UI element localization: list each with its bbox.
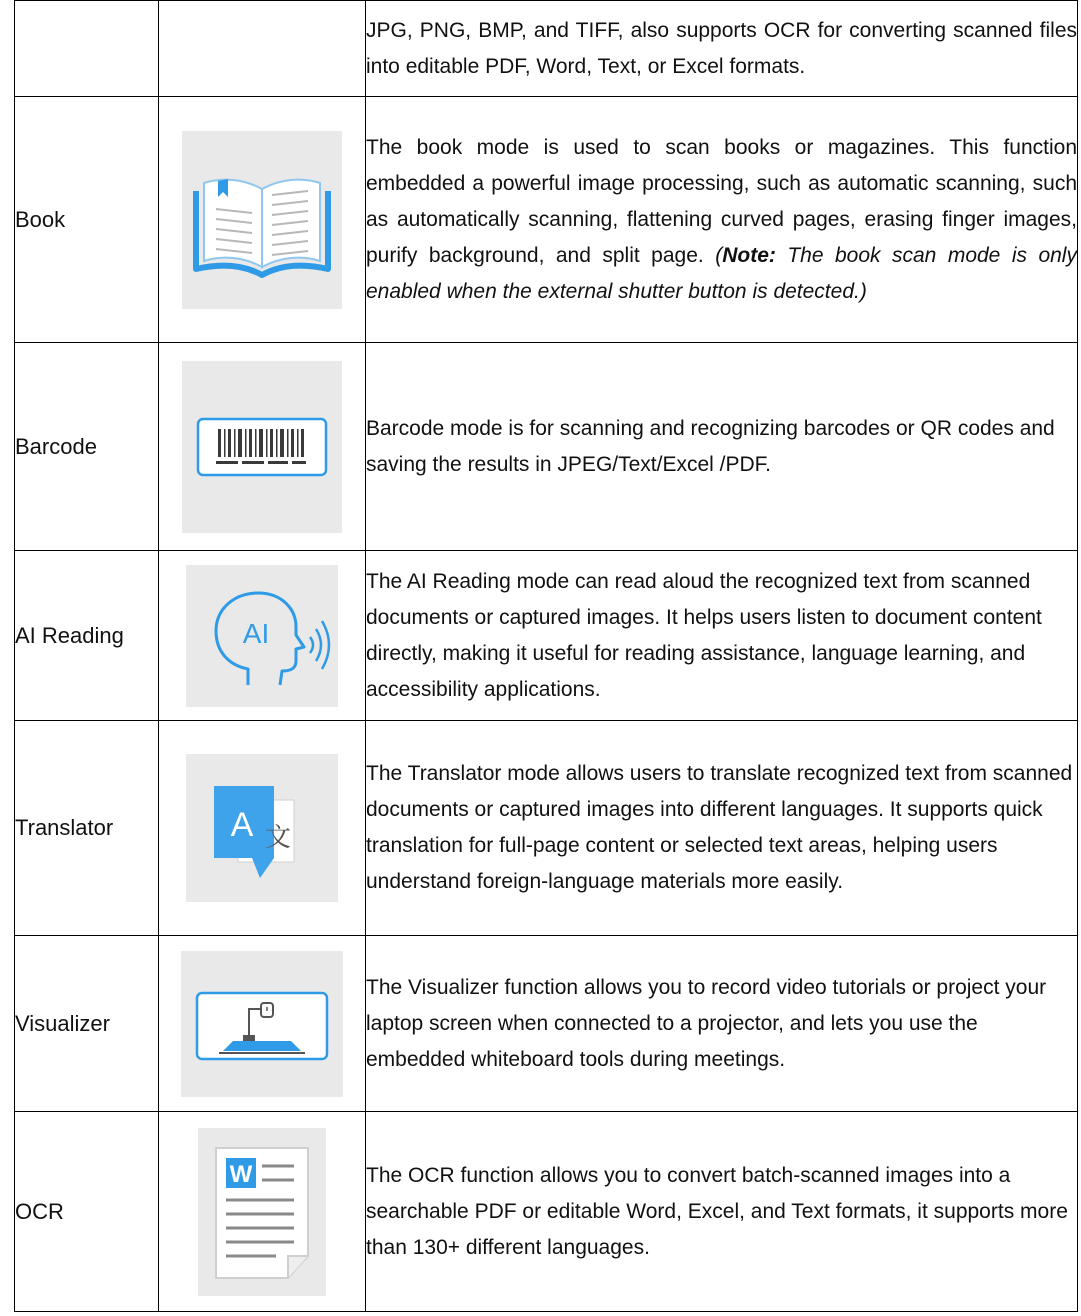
word-icon-letter: W (229, 1160, 253, 1188)
ai-icon-label: AI (242, 617, 270, 649)
scan-modes-table (14, 0, 1078, 1312)
mode-name-book: Book (15, 97, 159, 343)
table-row (15, 97, 1078, 343)
mode-name-cell (15, 1, 159, 97)
table-row (15, 1, 1078, 97)
mode-description-barcode: Barcode mode is for scanning and recognizing barcodes or QR codes and saving the results in JPEG/Text/Excel /PDF. (366, 343, 1078, 551)
translate-source-letter: A (230, 806, 254, 844)
table-row (15, 1112, 1078, 1312)
mode-icon-cell (159, 1, 366, 97)
barcode-icon (182, 361, 342, 533)
mode-name-ocr: OCR (15, 1112, 159, 1312)
note-text: The book scan mode is only enabled when the external shutter button is detected.) (366, 243, 1077, 303)
mode-icon-cell (159, 936, 366, 1112)
mode-icon-cell (159, 343, 366, 551)
mode-description-ocr: The OCR function allows you to convert batch-scanned images into a searchable PDF or editable Word, Excel, and Text formats, it supports more than 130+ different languages. (366, 1112, 1078, 1312)
mode-description-translator: The Translator mode allows users to translate recognized text from scanned documents or captured images into different languages. It supports quick translation for full-page content or selected text areas, helping users understand foreign-language materials more easily. (366, 721, 1078, 936)
mode-icon-cell (159, 721, 366, 936)
open-book-icon (182, 131, 342, 309)
mode-icon-cell (159, 1112, 366, 1312)
table-row (15, 343, 1078, 551)
mode-description-book (366, 97, 1078, 343)
word-document-icon (198, 1128, 326, 1296)
mode-name-translator: Translator (15, 721, 159, 936)
mode-icon-cell (159, 97, 366, 343)
translate-icon (186, 754, 338, 902)
note-label: Note: (722, 243, 776, 267)
note-open-paren: ( (715, 243, 723, 267)
mode-name-barcode: Barcode (15, 343, 159, 551)
mode-name-ai-reading: AI Reading (15, 551, 159, 721)
mode-description-visualizer: The Visualizer function allows you to record video tutorials or project your laptop screen when connected to a projector, and lets you use the embedded whiteboard tools during meetings. (366, 936, 1078, 1112)
book-description-text: The book mode is used to scan books or magazines. This function embedded a powerful image processing, such as automatic scanning, such as automatically scanning, flattening curved pages, erasing finger images, purify background, and split page. (366, 135, 1077, 267)
mode-description-ai-reading: The AI Reading mode can read aloud the recognized text from scanned documents or captured images. It helps users listen to document content directly, making it useful for reading assistance, language learning, and accessibility applications. (366, 551, 1078, 721)
mode-description: JPG, PNG, BMP, and TIFF, also supports OCR for converting scanned files into editable PDF, Word, Text, or Excel formats. (366, 1, 1078, 97)
table-row (15, 721, 1078, 936)
table-row (15, 936, 1078, 1112)
translate-target-letter: 文 (264, 823, 292, 853)
table-row (15, 551, 1078, 721)
mode-name-visualizer: Visualizer (15, 936, 159, 1112)
mode-icon-cell (159, 551, 366, 721)
visualizer-camera-icon (181, 951, 343, 1097)
ai-reading-head-icon (186, 565, 338, 707)
